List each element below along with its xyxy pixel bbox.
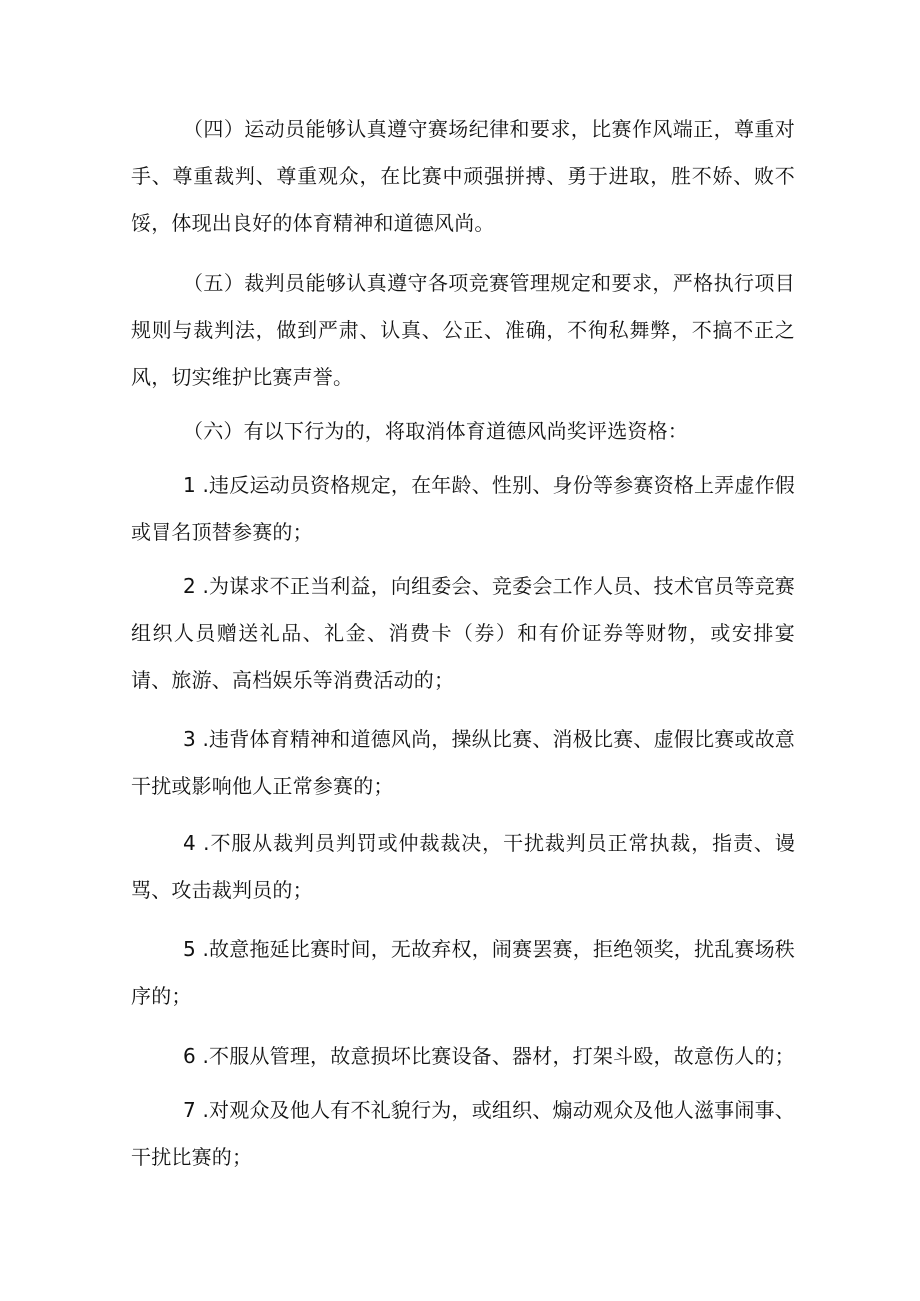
paragraph-referee-conduct: （五）裁判员能够认真遵守各项竞赛管理规定和要求，严格执行项目规则与裁判法，做到严肃、认真、公正、准确，不徇私舞弊，不搞不正之风，切实维护比赛声誉。 — [131, 271, 795, 389]
list-item-2: 2 .为谋求不正当利益，向组委会、竞委会工作人员、技术官员等竞赛组织人员赠送礼品、礼金、消费卡（券）和有价证券等财物，或安排宴请、旅游、高档娱乐等消费活动的； — [131, 574, 795, 692]
paragraph-disqualification-intro: （六）有以下行为的，将取消体育道德风尚奖评选资格： — [183, 419, 688, 443]
list-item-6: 6 .不服从管理，故意损坏比赛设备、器材，打架斗殴，故意伤人的； — [183, 1044, 795, 1068]
list-item-5: 5 .故意拖延比赛时间，无故弃权，闹赛罢赛，拒绝领奖，扰乱赛场秩序的； — [131, 937, 795, 1008]
paragraph-athlete-conduct: （四）运动员能够认真遵守赛场纪律和要求，比赛作风端正，尊重对手、尊重裁判、尊重观众，在比赛中顽强拼搏、勇于进取，胜不娇、败不馁，体现出良好的体育精神和道德风尚。 — [131, 117, 795, 235]
list-item-7: 7 .对观众及他人有不礼貌行为，或组织、煽动观众及他人滋事闹事、干扰比赛的； — [131, 1098, 795, 1169]
list-item-3: 3 .违背体育精神和道德风尚，操纵比赛、消极比赛、虚假比赛或故意干扰或影响他人正常参赛的； — [131, 727, 795, 798]
list-item-1: 1 .违反运动员资格规定，在年龄、性别、身份等参赛资格上弄虚作假或冒名顶替参赛的； — [131, 473, 795, 544]
list-item-4: 4 .不服从裁判员判罚或仲裁裁决，干扰裁判员正常执裁，指责、谩骂、攻击裁判员的； — [131, 831, 795, 902]
